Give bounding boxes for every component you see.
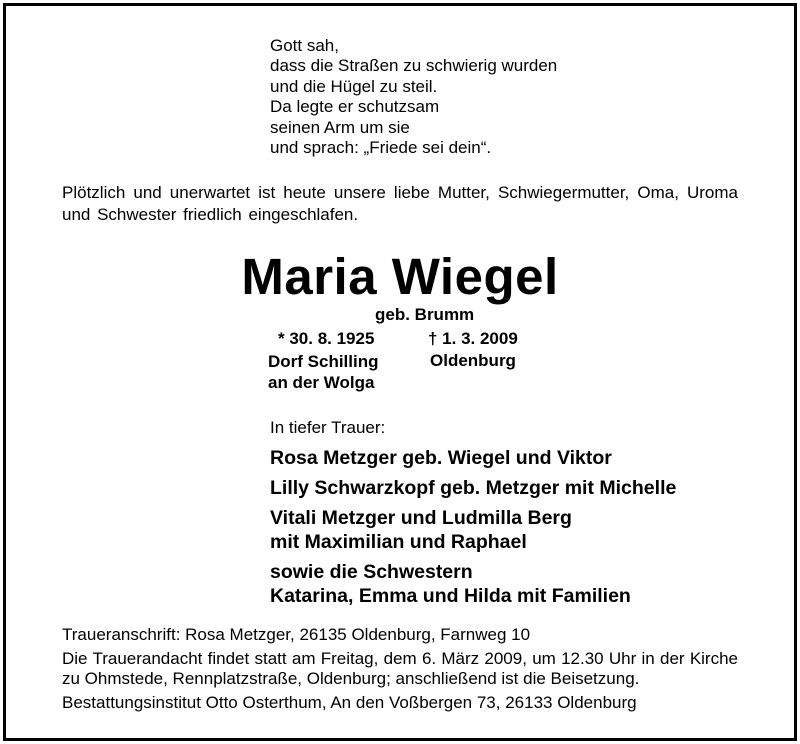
- death-date: † 1. 3. 2009: [428, 329, 518, 348]
- birth-place-line: Dorf Schilling: [268, 352, 379, 371]
- maiden-name: geb. Brumm: [375, 305, 475, 324]
- poem-line: Gott sah,: [270, 36, 339, 55]
- poem-line: und sprach: „Friede sei dein“.: [270, 138, 492, 158]
- intro-text: Plötzlich und unerwartet ist heute unsere liebe Mutter, Schwiegermutter, Oma, Uroma und Schwester friedlich eingeschlafen.: [62, 183, 738, 224]
- death-place: Oldenburg: [430, 351, 516, 370]
- birth-place-line: an der Wolga: [268, 373, 375, 392]
- birth-date: * 30. 8. 1925: [278, 329, 375, 348]
- poem-line: Da legte er schutzsam: [270, 97, 440, 117]
- funeral-home: Bestattungsinstitut Otto Osterthum, An den Voßbergen 73, 26133 Oldenburg: [62, 693, 637, 712]
- poem: [270, 36, 557, 158]
- mourners-list: [270, 446, 676, 608]
- birth-place: [268, 351, 379, 393]
- mourner-line: sowie die Schwestern: [270, 561, 473, 583]
- poem-line: dass die Straßen zu schwierig wurden: [270, 56, 558, 76]
- service-details: Die Trauerandacht findet statt am Freitag, dem 6. März 2009, um 12.30 Uhr in der Kirche zu Ohmstede, Rennplatzstraße, Oldenburg; anschließend ist die Beisetzung.: [62, 649, 738, 688]
- mourner-line: Katarina, Emma und Hilda mit Familien: [270, 585, 631, 607]
- mourner-line: mit Maximilian und Raphael: [270, 531, 527, 553]
- mourner-line: Lilly Schwarzkopf geb. Metzger mit Michelle: [270, 477, 677, 499]
- mourner-line: Vitali Metzger und Ludmilla Berg: [270, 507, 572, 529]
- mourner-line: Rosa Metzger geb. Wiegel und Viktor: [270, 447, 612, 469]
- mourning-address: Traueranschrift: Rosa Metzger, 26135 Oldenburg, Farnweg 10: [62, 625, 531, 644]
- mourning-label: In tiefer Trauer:: [270, 418, 386, 437]
- deceased-name: Maria Wiegel: [241, 248, 559, 305]
- poem-line: seinen Arm um sie: [270, 117, 410, 137]
- footer: [62, 624, 738, 713]
- poem-line: und die Hügel zu steil.: [270, 76, 438, 96]
